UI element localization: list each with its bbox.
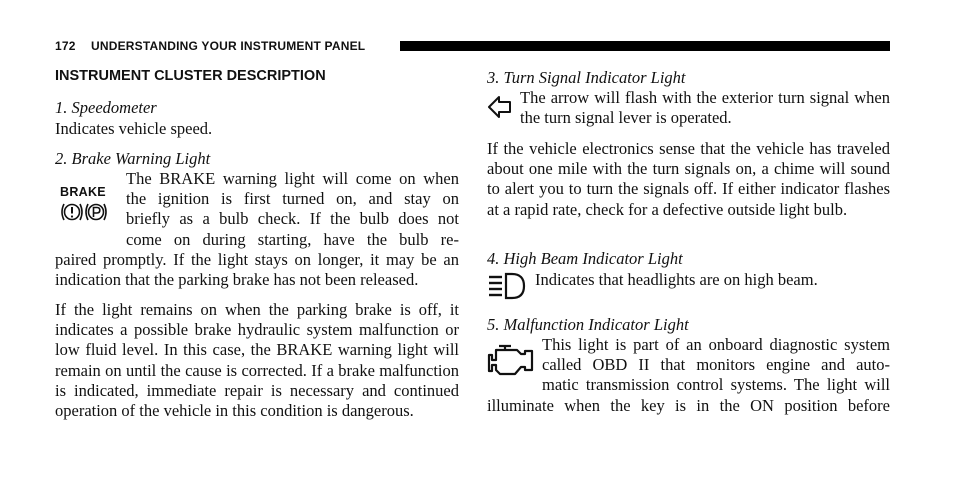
- speedometer-text: Indicates vehicle speed.: [55, 119, 213, 138]
- brake-circles-icon: [60, 201, 116, 223]
- turn-signal-text: The arrow will flash with the exterior turn signal when the turn signal lever is operated.: [520, 88, 890, 128]
- section-heading: INSTRUMENT CLUSTER DESCRIPTION: [55, 68, 326, 84]
- header-rule: [400, 41, 890, 51]
- check-engine-icon: [487, 343, 537, 377]
- malfunction-title: 5. Malfunction Indicator Light: [487, 315, 689, 334]
- high-beam-icon: [487, 272, 527, 300]
- malfunction-line-4: illuminate when the key is in the ON position before: [487, 396, 890, 415]
- brake-line-1: The BRAKE warning light will come on when: [126, 169, 459, 188]
- malfunction-line-1: This light is part of an onboard diagnostic system: [542, 335, 890, 354]
- page-title: UNDERSTANDING YOUR INSTRUMENT PANEL: [91, 39, 366, 53]
- high-beam-text: Indicates that headlights are on high beam.: [535, 270, 818, 289]
- malfunction-full-text: [487, 396, 890, 416]
- brake-full-text: [55, 250, 459, 290]
- turn-signal-title: 3. Turn Signal Indicator Light: [487, 68, 686, 87]
- malfunction-wrap-text: [542, 335, 890, 396]
- brake-warning-icon: [60, 186, 116, 222]
- turn-signal-paragraph-2: If the vehicle electronics sense that the vehicle has traveled about one mile with the turn signals on, a chime will sound to alert you to turn the signals off. If either indicator flashes at a rapid rate, check for a defective outside light bulb.: [487, 139, 890, 219]
- malfunction-line-3: matic transmission control systems. The light will: [542, 375, 890, 395]
- page-number: 172: [55, 39, 76, 53]
- high-beam-title: 4. High Beam Indicator Light: [487, 249, 683, 268]
- brake-line-4: come on during starting, have the bulb re-: [126, 229, 459, 249]
- brake-icon-label: BRAKE: [60, 185, 106, 199]
- malfunction-line-2: called OBD II that monitors engine and auto-: [542, 355, 890, 375]
- turn-signal-arrow-icon: [487, 94, 513, 120]
- speedometer-title: 1. Speedometer: [55, 98, 157, 117]
- brake-title: 2. Brake Warning Light: [55, 149, 211, 168]
- brake-wrap-text: [126, 169, 459, 250]
- page-header: [55, 38, 890, 52]
- brake-line-2: the ignition is first turned on, and stay on: [126, 189, 459, 209]
- brake-line-6: indication that the parking brake has not been released.: [55, 270, 419, 290]
- brake-line-3: briefly as a bulb check. If the bulb does not: [126, 209, 459, 229]
- brake-line-5: paired promptly. If the light stays on longer, it may be an: [55, 250, 459, 269]
- brake-paragraph-2: If the light remains on when the parking brake is off, it indicates a possible brake hydraulic system malfunction or low fluid level. In this case, the BRAKE warning light will remain on until the cause is corrected. If a brake malfunction is indicated, immediate repair is necessary and continued operation of the vehicle in this condition is dangerous.: [55, 300, 459, 421]
